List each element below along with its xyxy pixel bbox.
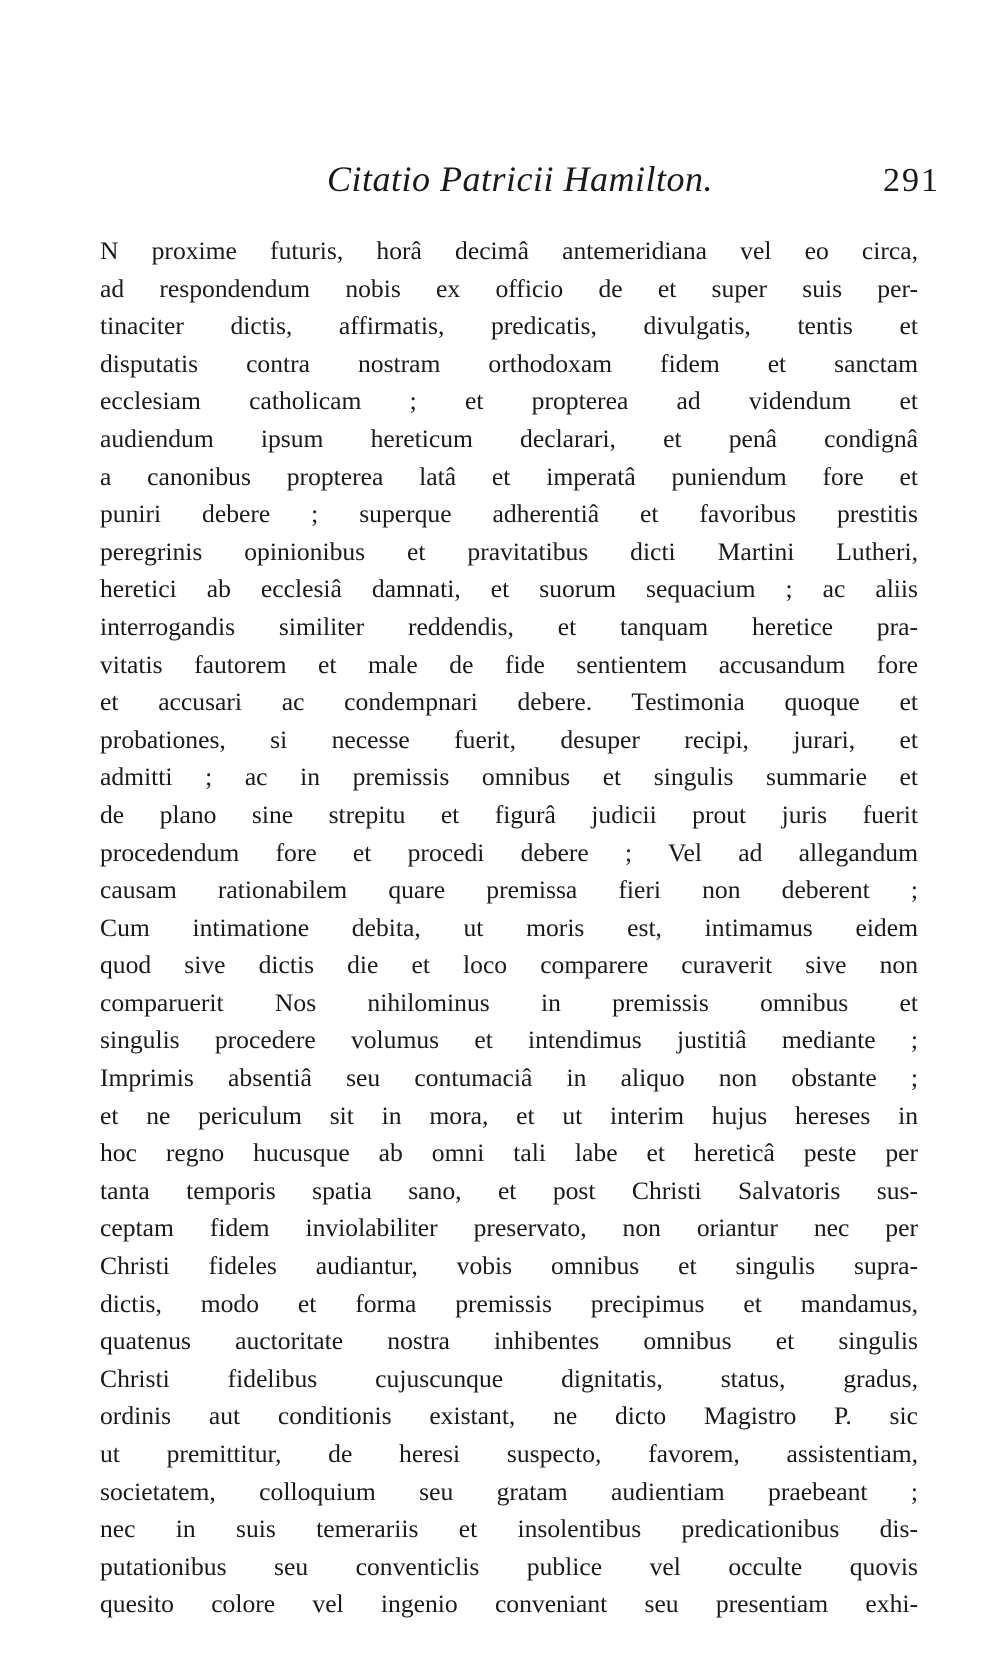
text-line: et ne periculum sit in mora, et ut interim hujus hereses in bbox=[100, 1100, 918, 1130]
text-line: de plano sine strepitu et figurâ judicii prout juris fuerit bbox=[100, 799, 918, 829]
text-line: N proxime futuris, horâ decimâ antemeridiana vel eo circa, bbox=[100, 236, 918, 265]
text-line: quatenus auctoritate nostra inhibentes omnibus et singulis bbox=[100, 1326, 918, 1356]
text-line: admitti ; ac in premissis omnibus et singulis summarie et bbox=[100, 762, 918, 792]
text-line: Cum intimatione debita, ut moris est, intimamus eidem bbox=[100, 912, 918, 942]
text-line: ordinis aut conditionis existant, ne dicto Magistro P. sic bbox=[100, 1401, 918, 1431]
text-line: ecclesiam catholicam ; et propterea ad videndum et bbox=[100, 386, 918, 416]
text-line: singulis procedere volumus et intendimus justitiâ mediante ; bbox=[100, 1025, 918, 1055]
text-line: dictis, modo et forma premissis precipimus et mandamus, bbox=[100, 1288, 918, 1318]
running-title: Citatio Patricii Hamilton. bbox=[326, 159, 713, 199]
text-line: tinaciter dictis, affirmatis, predicatis, divulgatis, tentis et bbox=[100, 311, 918, 341]
text-line: hoc regno hucusque ab omni tali labe et hereticâ peste per bbox=[100, 1138, 918, 1168]
text-line: quesito colore vel ingenio conveniant seu presentiam exhi- bbox=[100, 1589, 918, 1619]
text-line: a canonibus propterea latâ et imperatâ puniendum fore et bbox=[100, 461, 918, 491]
text-line: procedendum fore et procedi debere ; Vel ad allegandum bbox=[100, 837, 918, 867]
text-line: tanta temporis spatia sano, et post Christi Salvatoris sus- bbox=[100, 1175, 918, 1205]
page-number: 291 bbox=[883, 162, 940, 199]
text-line: Christi fideles audiantur, vobis omnibus et singulis supra- bbox=[100, 1251, 918, 1281]
text-line: putationibus seu conventiclis publice vel occulte quovis bbox=[100, 1551, 918, 1581]
text-line: comparuerit Nos nihilominus in premissis omnibus et bbox=[100, 987, 918, 1017]
text-line: peregrinis opinionibus et pravitatibus dicti Martini Lutheri, bbox=[100, 536, 918, 566]
text-line: heretici ab ecclesiâ damnati, et suorum sequacium ; ac aliis bbox=[100, 574, 918, 604]
text-line: nec in suis temerariis et insolentibus predicationibus dis- bbox=[100, 1514, 918, 1544]
text-line: puniri debere ; superque adherentiâ et favoribus prestitis bbox=[100, 499, 918, 529]
text-line: quod sive dictis die et loco comparere curaverit sive non bbox=[100, 950, 918, 980]
text-line: audiendum ipsum hereticum declarari, et penâ condignâ bbox=[100, 423, 918, 453]
text-line: probationes, si necesse fuerit, desuper recipi, jurari, et bbox=[100, 724, 918, 754]
text-line: ad respondendum nobis ex officio de et super suis per- bbox=[100, 273, 918, 303]
text-line: Christi fidelibus cujuscunque dignitatis, status, gradus, bbox=[100, 1363, 918, 1393]
text-line: disputatis contra nostram orthodoxam fidem et sanctam bbox=[100, 348, 918, 378]
text-line: Imprimis absentiâ seu contumaciâ in aliquo non obstante ; bbox=[100, 1063, 918, 1093]
text-line: ut premittitur, de heresi suspecto, favorem, assistentiam, bbox=[100, 1439, 918, 1468]
text-line: ceptam fidem inviolabiliter preservato, non oriantur nec per bbox=[100, 1213, 918, 1243]
text-line: et accusari ac condempnari debere. Testimonia quoque et bbox=[100, 687, 918, 717]
body-text bbox=[100, 232, 918, 1623]
text-line: societatem, colloquium seu gratam audientiam praebeant ; bbox=[100, 1476, 918, 1506]
page-header bbox=[100, 158, 940, 218]
text-line: causam rationabilem quare premissa fieri non deberent ; bbox=[100, 875, 918, 905]
text-line: interrogandis similiter reddendis, et tanquam heretice pra- bbox=[100, 611, 918, 641]
text-line: vitatis fautorem et male de fide sentientem accusandum fore bbox=[100, 649, 918, 679]
